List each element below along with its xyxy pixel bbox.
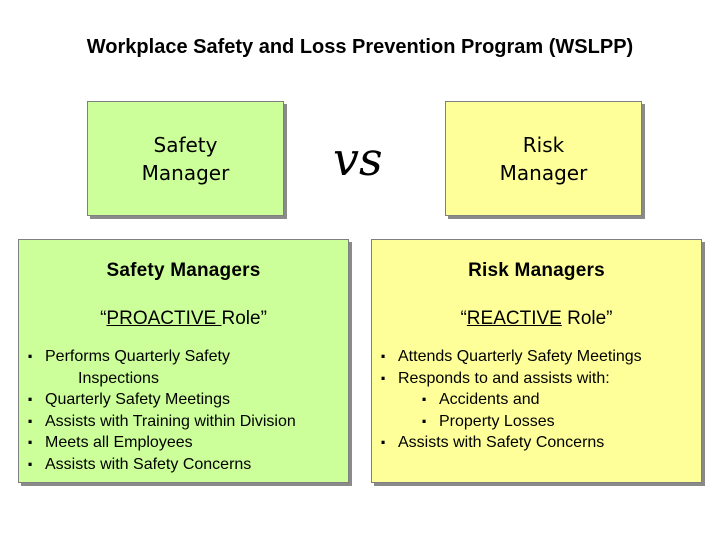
role-rest: Role” [561, 308, 613, 329]
risk-manager-box [445, 101, 642, 216]
risk-manager-line1: Risk [522, 132, 565, 157]
list-item: · Attends Quarterly Safety Meetings [380, 346, 642, 368]
safety-managers-role [19, 308, 348, 330]
role-rest: Role” [221, 308, 267, 329]
safety-managers-list [27, 346, 296, 475]
risk-managers-panel [371, 239, 702, 483]
safety-manager-box [87, 101, 284, 216]
list-item: · Assists with Training within Division [27, 411, 296, 433]
safety-manager-line1: Safety [153, 132, 218, 157]
sub-list-item: · Accidents and [421, 389, 642, 411]
page-title: Workplace Safety and Loss Prevention Program (WSLPP) [86, 36, 634, 58]
safety-managers-heading: Safety Managers [106, 260, 261, 281]
role-emphasis: PROACTIVE [106, 308, 222, 329]
list-item: · Quarterly Safety Meetings [27, 389, 296, 411]
safety-manager-line2: Manager [141, 160, 230, 185]
role-open-quote: “ [460, 308, 467, 329]
risk-managers-role [372, 308, 701, 330]
list-item-continuation: Inspections [78, 369, 159, 387]
vs-label: vs [333, 132, 383, 186]
risk-managers-heading: Risk Managers [468, 260, 605, 281]
sub-list-wrapper [380, 389, 642, 432]
role-open-quote: “ [100, 308, 107, 329]
list-item: · Meets all Employees [27, 432, 296, 454]
list-item: · Performs Quarterly Safety [27, 346, 296, 368]
role-emphasis: REACTIVE [466, 308, 562, 329]
risk-managers-list [380, 346, 642, 454]
list-item: · Responds to and assists with: [380, 368, 642, 390]
risk-manager-line2: Manager [499, 160, 588, 185]
list-item: · Assists with Safety Concerns [380, 432, 642, 454]
risk-sub-list [380, 389, 642, 432]
safety-managers-panel [18, 239, 349, 483]
list-item: · Assists with Safety Concerns [27, 454, 296, 476]
sub-list-item: · Property Losses [421, 411, 642, 433]
